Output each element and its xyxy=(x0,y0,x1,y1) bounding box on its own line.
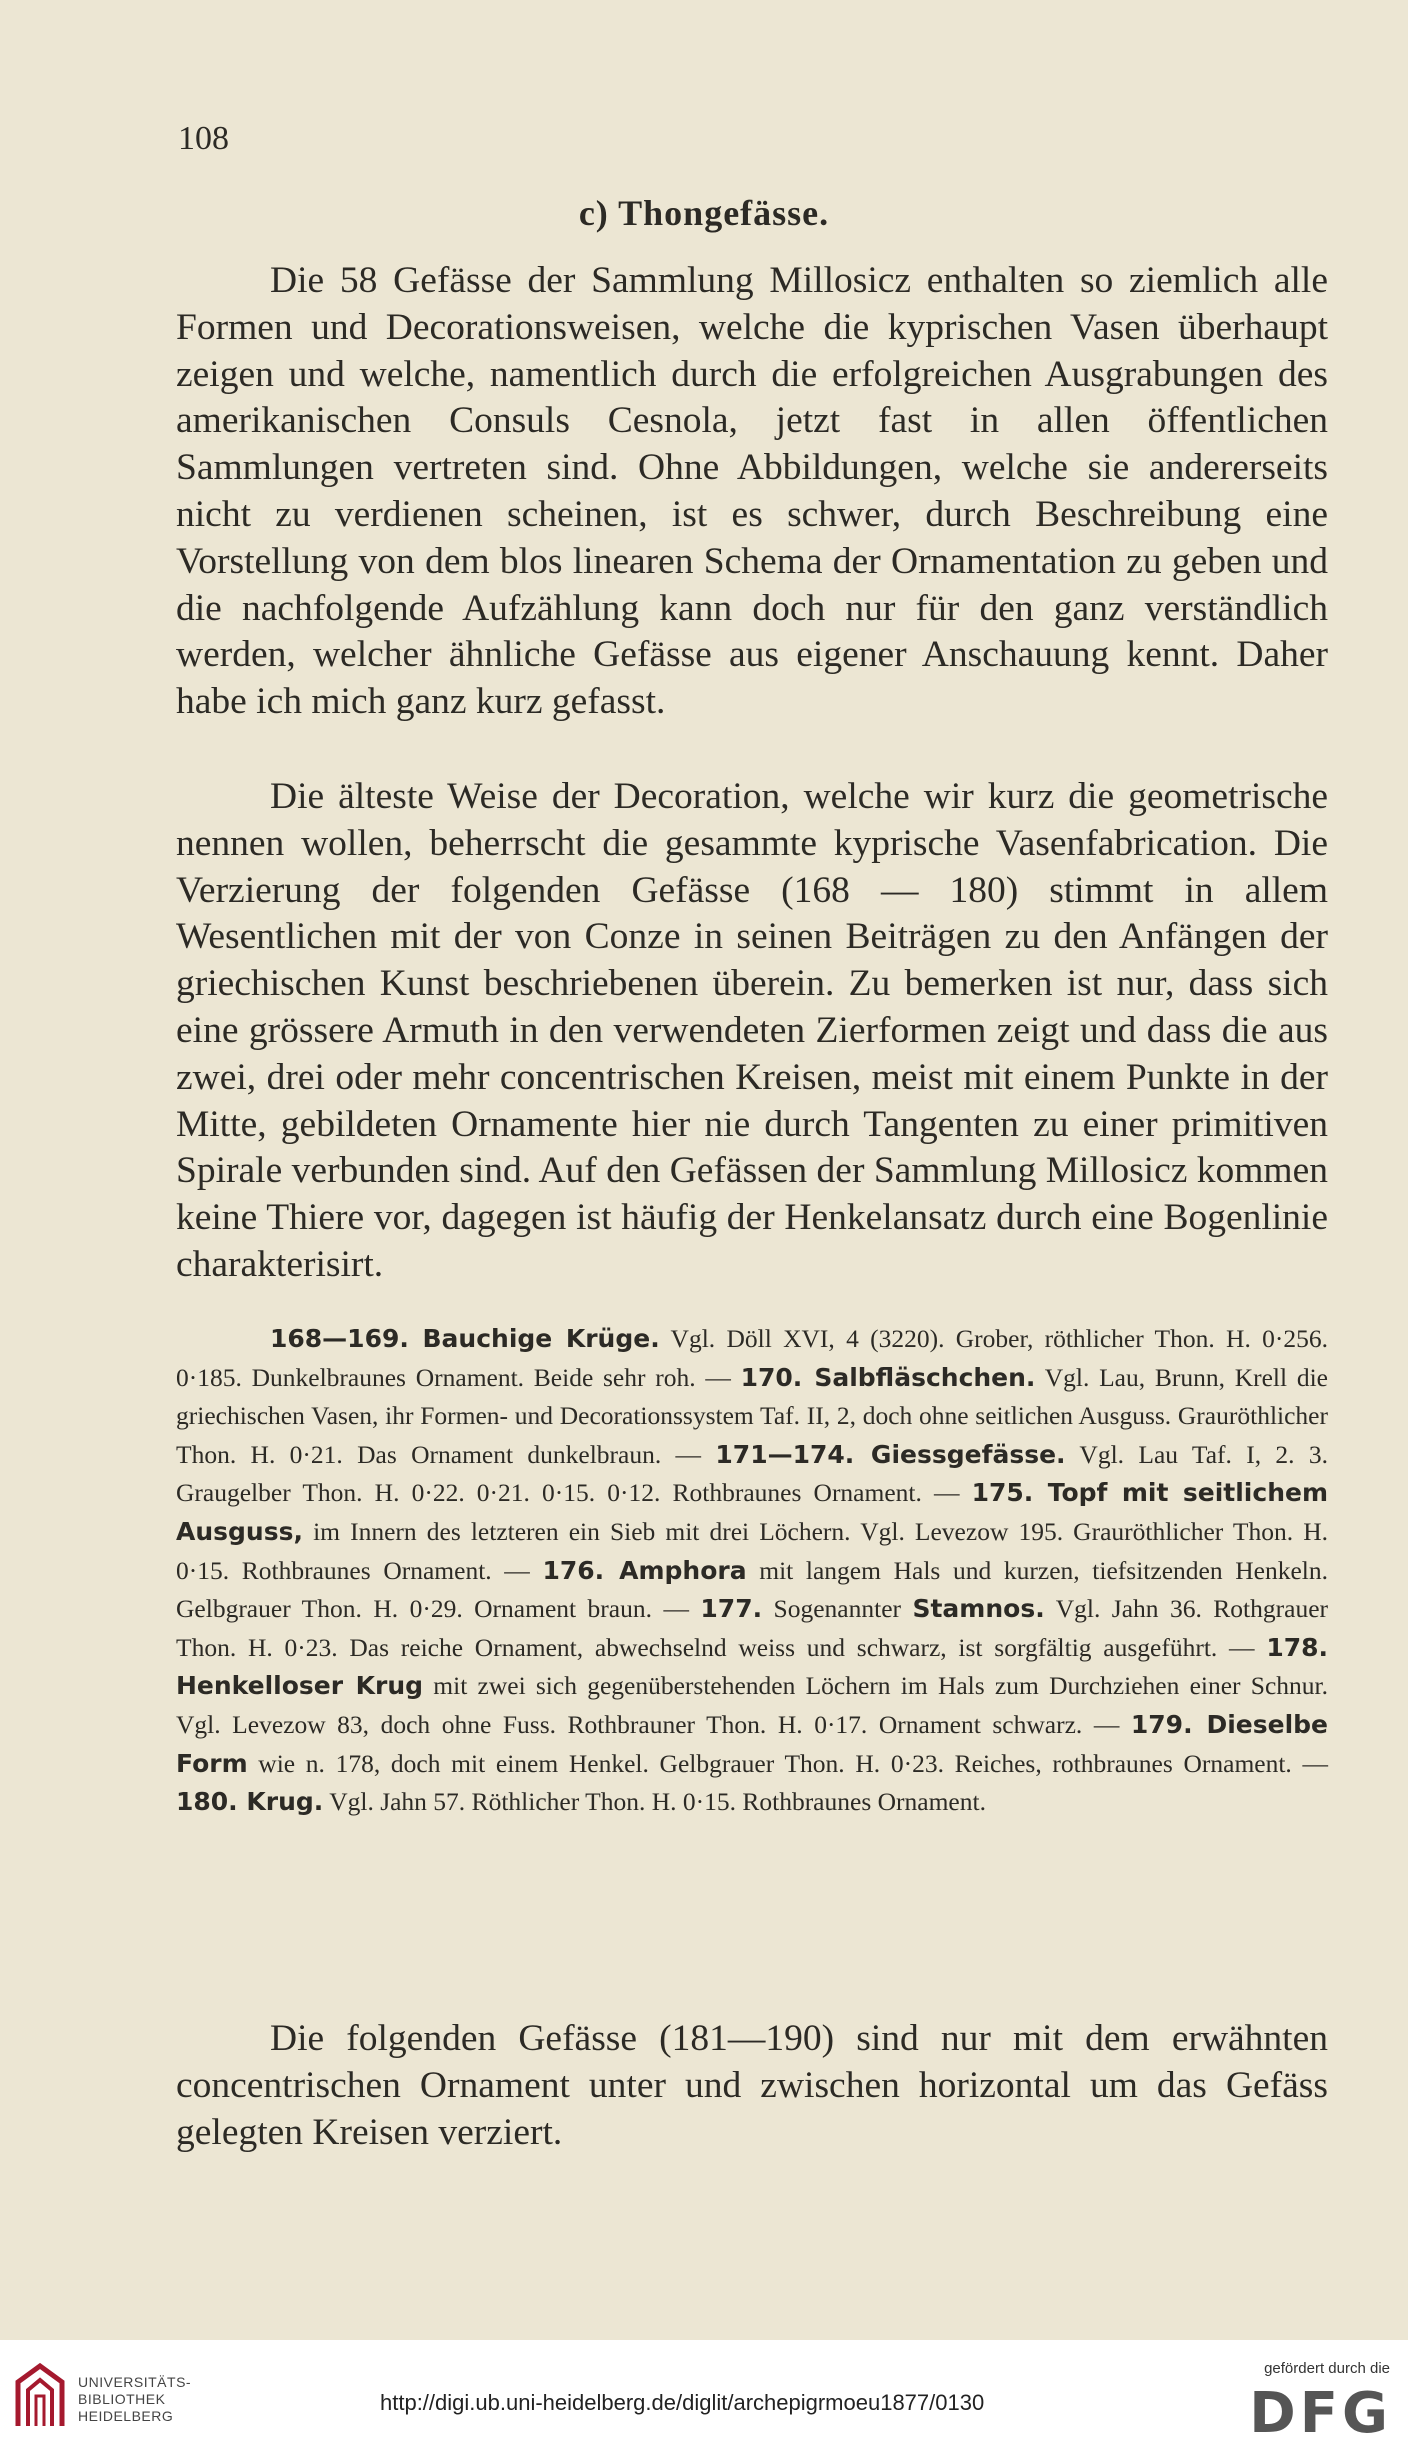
entry-175-text: im Innern des letzteren ein Sieb mit drei Löchern. Vgl. Levezow 195. Grauröthlicher Thon. H. 0·15. Rothbraunes Ornament. — xyxy=(176,1516,1328,1585)
library-name-line-1: UNIVERSITÄTS- xyxy=(78,2374,192,2390)
entry-170-text: Vgl. Lau, Brunn, Krell die griechischen Vasen, ihr Formen- und Decorationssystem Taf. II, 2, doch ohne seitlichen Ausguss. Grauröthlicher Thon. H. 0·21. Das Ornament dunkelbraun. — xyxy=(176,1362,1328,1469)
entry-179-heading: 179. Dieselbe Form xyxy=(176,1709,1328,1778)
paragraph-1-block xyxy=(176,258,1328,726)
entry-177-text-b: Vgl. Jahn 36. Rothgrauer Thon. H. 0·23. Das reiche Ornament, abwechselnd weiss und schwarz, ist sorgfältig ausgeführt. — xyxy=(176,1594,1329,1662)
entry-180-heading: 180. Krug. xyxy=(176,1787,324,1817)
paragraph-1: Die 58 Gefässe der Sammlung Millosicz enthalten so ziemlich alle Formen und Decorationsweisen, welche die kyprischen Vasen überhaupt zeigen und welche, namentlich durch die erfolgreichen Ausgrabungen des amerikanischen Consuls Cesnola, jetzt fast in allen öffentlichen Sammlungen vertreten sind. Ohne Abbildungen, welche sie andererseits nicht zu verdienen scheinen, ist es schwer, durch Beschreibung eine Vorstellung von dem blos linearen Schema der Ornamentation zu geben und die nachfolgende Aufzählung kann doch nur für den ganz verständlich werden, welcher ähnliche Gefässe aus eigener Anschauung kennt. Daher habe ich mich ganz kurz gefasst. xyxy=(176,260,1328,723)
entry-168-169-heading: 168—169. Bauchige Krüge. xyxy=(270,1324,660,1353)
paragraph-4: Die folgenden Gefässe (181—190) sind nur mit dem erwähnten concentrischen Ornament unter und zwischen horizontal um das Gefäss gelegten Kreisen verziert. xyxy=(176,2018,1328,2153)
paragraph-2: Die älteste Weise der Decoration, welche wir kurz die geometrische nennen wollen, beherrscht die gesammte kyprische Vasenfabrication. Die Verzierung der folgenden Gefässe (168 — 180) stimmt in allem Wesentlichen mit der von Conze in seinen Beiträgen zu den Anfängen der griechischen Kunst beschriebenen überein. Zu bemerken ist nur, dass sich eine grössere Armuth in den verwendeten Zierformen zeigt und dass die aus zwei, drei oder mehr concentrischen Kreisen, meist mit einem Punkte in der Mitte, gebildeten Ornamente hier nie durch Tangenten zu einer primitiven Spirale verbunden sind. Auf den Gefässen der Sammlung Millosicz kommen keine Thiere vor, dagegen ist häufig der Henkelansatz durch eine Bogenlinie charakterisirt. xyxy=(176,776,1328,1285)
entry-180-text: Vgl. Jahn 57. Röthlicher Thon. H. 0·15. Rothbraunes Ornament. xyxy=(323,1787,986,1817)
library-name-line-2: BIBLIOTHEK xyxy=(78,2391,166,2407)
dfg-logo: DFG xyxy=(1249,2381,1392,2446)
entry-177-heading: 177. xyxy=(700,1594,763,1624)
catalogue-entries xyxy=(176,1320,1328,1822)
entry-168-169-text: Vgl. Döll XVI, 4 (3220). Grober, röthlicher Thon. H. 0·256. 0·185. Dunkelbraunes Ornament. Beide sehr roh. — xyxy=(176,1324,1328,1392)
entry-179-text: wie n. 178, doch mit einem Henkel. Gelbgrauer Thon. H. 0·23. Reiches, rothbraunes Ornament. — xyxy=(247,1748,1328,1778)
entry-178-heading: 178. Henkelloser Krug xyxy=(176,1632,1328,1701)
entry-176-heading: 176. Amphora xyxy=(542,1555,747,1585)
paragraph-4-block xyxy=(176,2016,1328,2156)
page-number: 108 xyxy=(178,120,229,157)
entry-178-text: mit zwei sich gegenüberstehenden Löchern im Hals zum Durchziehen einer Schnur. Vgl. Levezow 83, doch ohne Fuss. Rothbrauner Thon. H. 0·17. Ornament schwarz. — xyxy=(176,1671,1328,1739)
library-name-line-3: HEIDELBERG xyxy=(78,2408,174,2424)
paragraph-2-block xyxy=(176,774,1328,1289)
library-name xyxy=(78,2374,191,2425)
entry-171-174-text: Vgl. Lau Taf. I, 2. 3. Graugelber Thon. H. 0·22. 0·21. 0·15. 0·12. Rothbraunes Ornament. — xyxy=(176,1439,1329,1508)
entry-176-text: mit langem Hals und kurzen, tiefsitzenden Henkeln. Gelbgrauer Thon. H. 0·29. Ornament braun. — xyxy=(176,1555,1328,1624)
section-title: c) Thongefässe. xyxy=(578,193,830,233)
entry-177-text-a: Sogenannter xyxy=(762,1594,913,1624)
source-url-link[interactable]: http://digi.ub.uni-heidelberg.de/diglit/archepigrmoeu1877/0130 xyxy=(380,2390,985,2415)
entry-171-174-heading: 171—174. Giessgefässe. xyxy=(715,1439,1066,1469)
entry-177-stamnos: Stamnos. xyxy=(912,1594,1045,1624)
entry-170-heading: 170. Salbfläschchen. xyxy=(740,1362,1036,1392)
footer-bar xyxy=(0,2340,1408,2454)
funded-by-label: gefördert durch die xyxy=(1264,2360,1390,2377)
university-library-logo-icon xyxy=(14,2362,66,2430)
entry-175-heading: 175. Topf mit seitlichem Ausguss, xyxy=(176,1478,1328,1546)
catalogue-block xyxy=(176,1320,1328,1822)
